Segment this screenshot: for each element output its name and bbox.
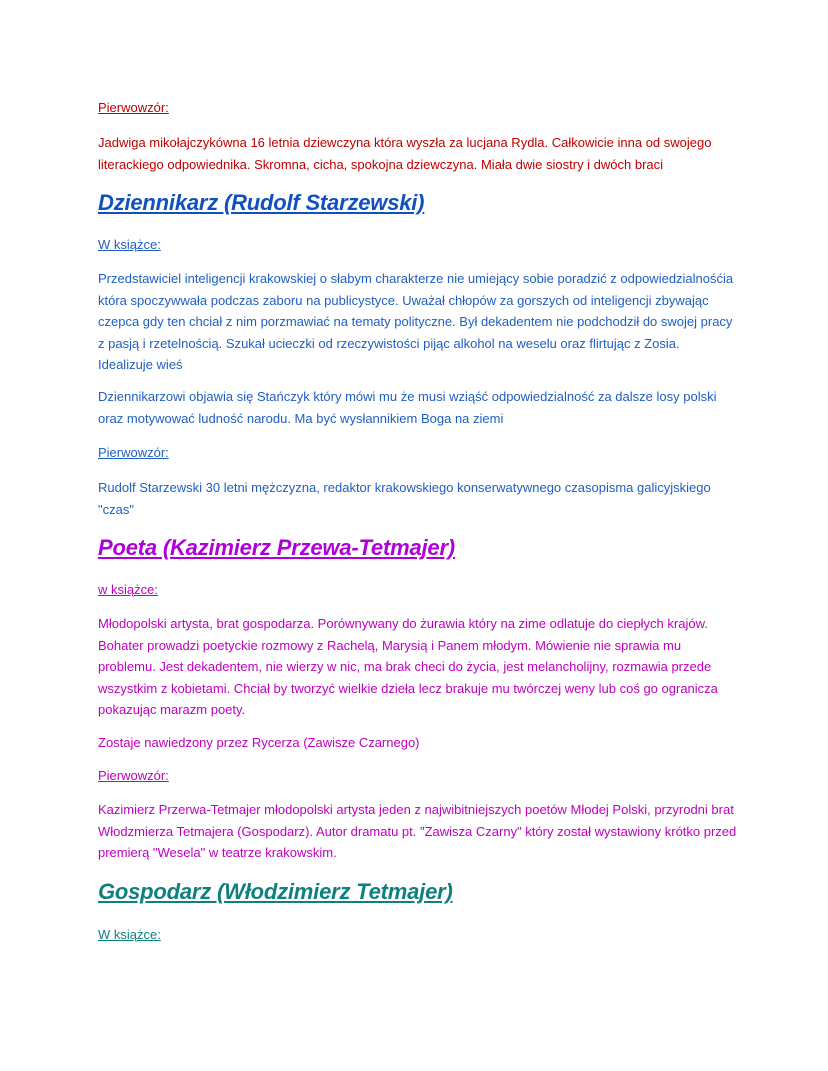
section-heading-poeta: Poeta (Kazimierz Przewa-Tetmajer) <box>98 535 455 560</box>
book-paragraph: Przedstawiciel inteligencji krakowskiej o słabym charakterze nie umiejący sobie poradzić z odpowiedzialnośćia która spoczywwała podczas zaboru na publicystyce. Uważał chłopów za gorszych od inteligencji zbywając czepca gdy ten chciał z nim porzmawiać na tematy polityczne. Był dekadentem nie podchodził do swojej pracy z pasją i rzetelnością. Szukał ucieczki od rzeczywistości pijąc alkohol na weselu oraz flirtując z Zosia. Idealizuje wieś <box>98 271 734 372</box>
book-label: w książce: <box>98 582 158 597</box>
book-label: W książce: <box>98 927 161 942</box>
book-paragraph: Dziennikarzowi objawia się Stańczyk który mówi mu że musi wziąść odpowiedzialność za dalsze losy polski oraz motywować ludność narodu. Ma być wysłannikiem Boga na ziemi <box>98 389 717 426</box>
prototype-label: Pierwowzór: <box>98 445 169 460</box>
book-label: W książce: <box>98 237 161 252</box>
prototype-paragraph: Rudolf Starzewski 30 letni mężczyzna, redaktor krakowskiego konserwatywnego czasopisma galicyjskiego "czas" <box>98 480 711 517</box>
book-paragraph: Młodopolski artysta, brat gospodarza. Porównywany do żurawia który na zime odlatuje do ciepłych krajów. Bohater prowadzi poetyckie rozmowy z Rachelą, Marysią i Panem młodym. Mówienie nie sprawia mu problemu. Jest dekadentem, nie wierzy w nic, ma brak checi do życia, jest melancholijny, rozmawia przede wszystkim z kobietami. Chciał by tworzyć wielkie dzieła lecz brakuje mu twórczej weny lub coś go ogranicza pokazując marazm poety. <box>98 616 718 717</box>
prototype-paragraph: Jadwiga mikołajczykówna 16 letnia dziewczyna która wyszła za lucjana Rydla. Całkowicie inna od swojego literackiego odpowiednika. Skromna, cicha, spokojna dziewczyna. Miała dwie siostry i dwóch braci <box>98 135 712 172</box>
section-heading-dziennikarz: Dziennikarz (Rudolf Starzewski) <box>98 190 425 215</box>
prototype-label: Pierwowzór: <box>98 768 169 783</box>
book-paragraph: Zostaje nawiedzony przez Rycerza (Zawisze Czarnego) <box>98 735 420 750</box>
section-heading-gospodarz: Gospodarz (Włodzimierz Tetmajer) <box>98 879 453 904</box>
prototype-label: Pierwowzór: <box>98 100 169 115</box>
prototype-paragraph: Kazimierz Przerwa-Tetmajer młodopolski artysta jeden z najwibitniejszych poetów Młodej Polski, przyrodni brat Włodzmierza Tetmajera (Gospodarz). Autor dramatu pt. "Zawisza Czarny" który został wystawiony krótko przed premierą "Wesela" w teatrze krakowskim. <box>98 802 737 860</box>
